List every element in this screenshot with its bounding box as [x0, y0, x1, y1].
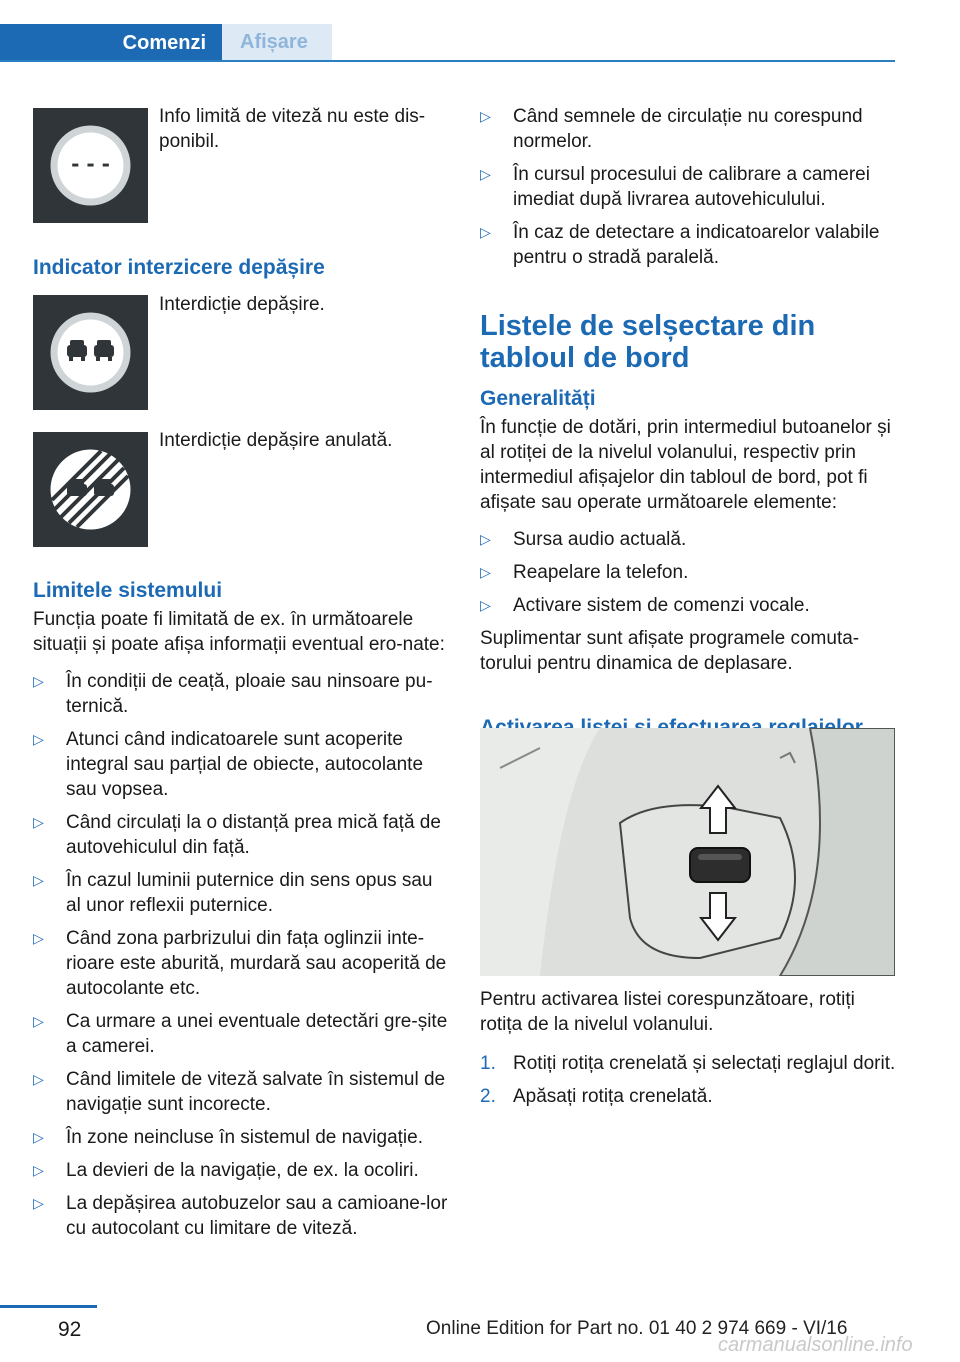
list-item: ▷ Reapelare la telefon. — [480, 562, 689, 583]
photo-caption-text: Pentru activarea listei corespunzătoare, rotiți rotița de la nivelul volanului. — [480, 989, 855, 1035]
no-limit-dashes: - - - — [71, 152, 110, 176]
triangle-bullet-icon: ▷ — [33, 872, 44, 888]
footer-accent-line — [0, 1305, 97, 1308]
limits-intro: Funcția poate fi limitată de ex. în următoarele situații și poate afișa informații eventual ero-nate: — [33, 609, 445, 655]
section-overtaking-title: Indicator interzicere depășire — [33, 256, 325, 279]
limits-list — [33, 669, 448, 1241]
triangle-bullet-icon: ▷ — [33, 731, 44, 747]
general-text: În funcție de dotări, prin intermediul butoanelor și al rotiței de la nivelul volanului, respectiv prin intermediul afișajelor din tabloul de bord, pot fi afișate sau operate următoarele elemente: — [480, 417, 891, 513]
no-overtaking-icon — [33, 295, 148, 410]
list-item: ▷ În cazul luminii puternice din sens opus sau al unor reflexii puternice. — [33, 870, 433, 916]
watermark: carmanualsonline.info — [718, 1334, 913, 1356]
list-item: ▷ Când zona parbrizului din fața oglinzii inte-rioare este aburită, murdară sau acoperită de autocolante etc. — [33, 928, 447, 999]
list-item: ▷ La devieri de la navigație, de ex. la ocoliri. — [33, 1160, 419, 1181]
list-item: 2. Apăsați rotița crenelată. — [480, 1086, 713, 1107]
triangle-bullet-icon: ▷ — [33, 1013, 44, 1029]
right-column-top — [480, 104, 896, 676]
list-item: ▷ Ca urmare a unei eventuale detectări gre-șite a camerei. — [33, 1011, 448, 1057]
steering-wheel-photo — [480, 728, 895, 976]
triangle-bullet-icon: ▷ — [33, 1162, 44, 1178]
list-item: 1. Rotiți rotița crenelată și selectați reglajul dorit. — [480, 1053, 896, 1074]
icon2-description: Interdicție depășire. — [159, 294, 325, 315]
section-general-title: Generalități — [480, 387, 596, 410]
list-item: ▷ Sursa audio actuală. — [480, 529, 687, 550]
list-item: ▷ Atunci când indicatoarele sunt acoperite integral sau parțial de obiecte, autocolante sau vopsea. — [33, 729, 424, 800]
list-item: ▷ Activare sistem de comenzi vocale. — [480, 595, 810, 616]
triangle-bullet-icon: ▷ — [33, 1129, 44, 1145]
extra-text: Suplimentar sunt afișate programele comuta-torului pentru dinamica de deplasare. — [480, 628, 860, 674]
header-divider — [0, 60, 895, 62]
list-item: ▷ Când limitele de viteză salvate în sistemul de navigație sunt incorecte. — [33, 1069, 446, 1115]
system-limits-section — [33, 578, 448, 1249]
section-limits-title: Limitele sistemului — [33, 579, 223, 602]
triangle-bullet-icon: ▷ — [33, 930, 44, 946]
triangle-bullet-icon: ▷ — [33, 1195, 44, 1211]
limits-list-continued — [480, 104, 896, 270]
end-no-overtaking-icon — [33, 432, 148, 547]
speed-limit-unavailable-icon — [33, 108, 148, 223]
icon1-description: Info limită de viteză nu este dis-ponibil. — [159, 106, 426, 152]
list-item: ▷ În cursul procesului de calibrare a camerei imediat după livrarea autovehiculului. — [480, 164, 870, 210]
header-tabbar — [0, 24, 895, 62]
elements-list — [480, 527, 896, 618]
icon3-description: Interdicție depășire anulată. — [159, 430, 393, 451]
triangle-bullet-icon: ▷ — [480, 531, 491, 547]
list-item: ▷ În zone neincluse în sistemul de navigație. — [33, 1127, 423, 1148]
list-item: ▷ Când semnele de circulație nu corespund normelor. — [480, 106, 863, 152]
list-item: ▷ În caz de detectare a indicatoarelor valabile pentru o stradă paralelă. — [480, 222, 880, 268]
list-item: ▷ La depășirea autobuzelor sau a camioane-lor cu autocolant cu limitare de viteză. — [33, 1193, 448, 1239]
list-item: ▷ Când circulați la o distanță prea mică față de autovehiculul din față. — [33, 812, 441, 858]
edition-text: Online Edition for Part no. 01 40 2 974 669 - VI/16 — [426, 1318, 848, 1339]
triangle-bullet-icon: ▷ — [33, 673, 44, 689]
triangle-bullet-icon: ▷ — [480, 597, 491, 613]
tab-afisare[interactable]: Afișare — [222, 24, 332, 60]
section-selection-lists-title: Listele de selșectare din tabloul de bord — [480, 310, 816, 374]
list-item: ▷ În condiții de ceață, ploaie sau ninsoare pu-ternică. — [33, 671, 433, 717]
triangle-bullet-icon: ▷ — [480, 564, 491, 580]
steps-list — [480, 1051, 896, 1109]
right-column-bottom — [480, 987, 896, 1117]
triangle-bullet-icon: ▷ — [33, 814, 44, 830]
triangle-bullet-icon: ▷ — [480, 224, 491, 240]
triangle-bullet-icon: ▷ — [480, 108, 491, 124]
triangle-bullet-icon: ▷ — [33, 1071, 44, 1087]
tab-comenzi[interactable]: Comenzi — [0, 24, 222, 62]
page-number: 92 — [58, 1318, 82, 1341]
triangle-bullet-icon: ▷ — [480, 166, 491, 182]
